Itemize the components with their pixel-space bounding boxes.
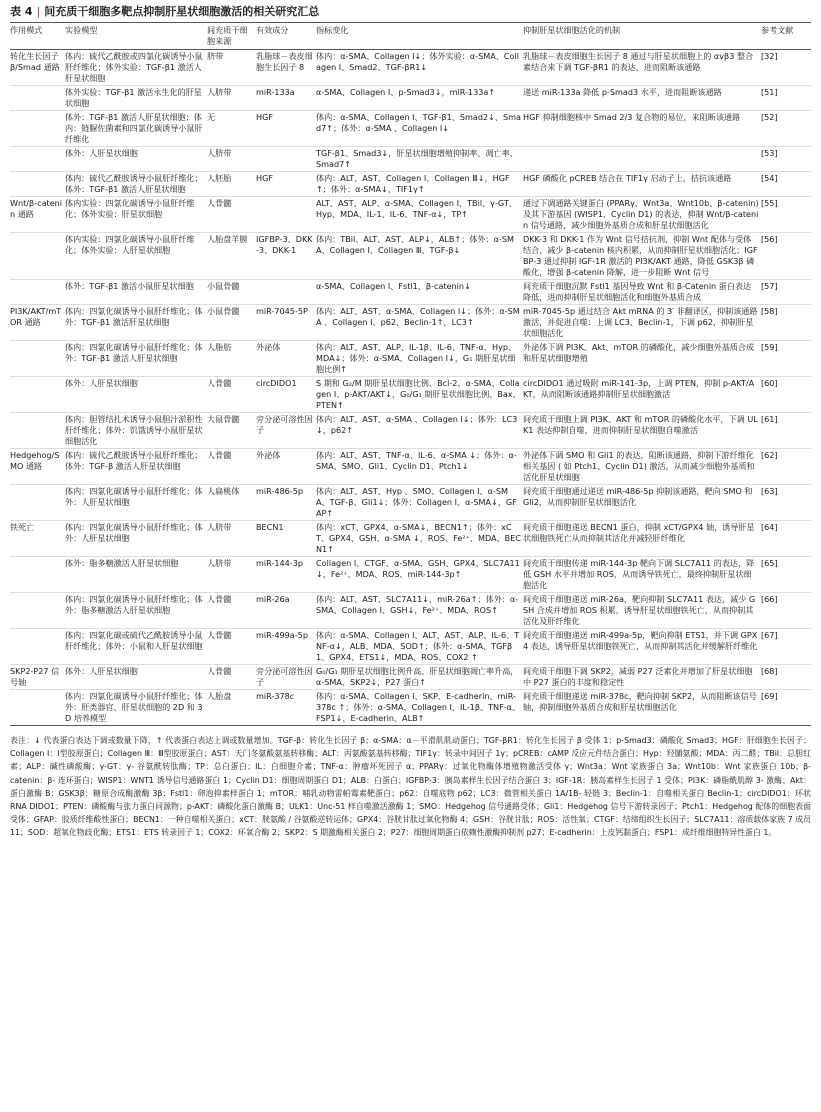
mechanism-cell: HGF 磷酸化 pCREB 结合在 TIF1γ 启动子上，拮抗该通路 (523, 172, 761, 197)
indicators-cell: α-SMA、Collagen Ⅰ、p-Smad3↓，miR-133a↑ (316, 86, 523, 111)
component-cell: 旁分泌可溶性因子 (256, 665, 316, 690)
table-row (10, 280, 811, 305)
mechanism-cell: DKK-3 和 DKK-1 作为 Wnt 信号拮抗剂，抑制 Wnt 配体与受体结合，减少 β-catenin 核内积累，从而抑制肝星状细胞活化；IGFBP-3 通过抑制 IGF-1R 激活的 PI3K/AKT 通路，降低 GSK3β 磷酸化，增强 β-catenin 降解，进一步阻断 Wnt 信号 (523, 233, 761, 280)
mechanism-cell: circDIDO1 通过吸附 miR-141-3p，上调 PTEN，抑制 p-AKT/AKT，从而阻断该通路抑制肝星状细胞激活 (523, 377, 761, 413)
model-cell: 体内：四氯化碳诱导小鼠肝纤维化；体外：人肝星状细胞 (65, 485, 207, 521)
model-cell: 体内：硫代乙酰胺或四氯化碳诱导小鼠肝纤维化；体外实验：TGF-β1 激活人肝星状细胞 (65, 51, 203, 83)
model-cell: 体外：脂多糖激活人肝星状细胞 (65, 557, 207, 593)
component-cell: 外泌体 (256, 341, 316, 377)
model-cell: 体内：硫代乙酰胺诱导小鼠肝纤维化；体外：TGF-β 激活人肝星状细胞 (65, 449, 207, 485)
indicators-cell: TGF-β1、Smad3↓，肝星状细胞增殖抑制率、凋亡率、Smad7↑ (316, 147, 523, 172)
reference-cell: [66] (761, 593, 811, 629)
table-row (10, 111, 811, 147)
reference-cell: [57] (761, 280, 811, 305)
component-cell: 旁分泌可溶性因子 (256, 413, 316, 449)
component-cell (256, 280, 316, 305)
component-cell: miR-499a-5p (256, 629, 316, 665)
mode-cell (10, 147, 65, 172)
mechanism-cell: miR-7045-5p 通过结合 Akt mRNA 的 3′ 非翻译区，抑制该通路激活，并促进自噬：上调 LC3、Beclin-1，下调 p62，抑制肝星状细胞活化 (523, 305, 761, 341)
indicators-cell: 体内：ALT、AST、α-SMA 、Collagen Ⅰ↓；体外：LC3↓，p62↑ (316, 413, 523, 449)
component-cell: miR-486-5p (256, 485, 316, 521)
source-cell: 人脐带 (207, 86, 256, 111)
component-cell: miR-378c (256, 690, 316, 726)
table-row (10, 413, 811, 449)
mode-cell (10, 86, 65, 111)
reference-cell: [64] (761, 521, 811, 557)
indicators-cell: 体内：α-SMA、Collagen Ⅰ、SKP、E-cadherin、miR-378c ↑；体外：α-SMA、Collagen Ⅰ、IL-1β、TNF-α、FSP1↓，E-cadherin、ALB↑ (316, 690, 523, 726)
mode-cell (10, 629, 65, 665)
source-cell: 大鼠骨髓 (207, 413, 256, 449)
indicators-cell: 体内：ALT、AST、SLC7A11↓，miR-26a↑；体外：α-SMA、Collagen Ⅰ、GSH↓，Fe²⁺、MDA、ROS↑ (316, 593, 523, 629)
model-cell: 体外：TGF-β1 激活小鼠肝星状细胞 (65, 280, 207, 305)
source-cell: 人骨髓 (207, 593, 256, 629)
source-cell: 人骨髓 (207, 197, 256, 233)
header-component: 有效成分 (256, 23, 316, 50)
component-cell: IGFBP-3、DKK-3、DKK-1 (256, 233, 316, 280)
source-cell: 人骨髓 (207, 449, 256, 485)
component-cell: HGF (256, 172, 316, 197)
mechanism-cell: 间充质干细胞递送 miR-378c，靶向抑制 SKP2，从而阻断该信号轴，抑制细胞外基质合成和肝星状细胞活化 (523, 690, 761, 726)
indicators-cell: Collagen Ⅰ、CTGF、α-SMA、GSH、GPX4、SLC7A11↓，Fe²⁺、MDA、ROS、miR-144-3p↑ (316, 557, 523, 593)
source-cell: 人扁桃体 (207, 485, 256, 521)
mode-cell: Wnt/β-catenin 通路 (10, 197, 65, 233)
mode-cell (10, 111, 65, 147)
indicators-cell: 体内：ALT、AST、Collagen Ⅰ、Collagen Ⅲ↓，HGF↑；体外：α-SMA↓，TIF1γ↑ (316, 172, 523, 197)
mode-cell: 转化生长因子β/Smad 通路 (10, 51, 60, 72)
mechanism-cell: 递送 miR-133a 降低 p-Smad3 水平，进而阻断该通路 (523, 86, 761, 111)
table-row (10, 50, 811, 86)
component-cell: miR-133a (256, 86, 316, 111)
model-cell: 体内实验：四氯化碳诱导小鼠肝纤维化；体外实验：肝星状细胞 (65, 197, 207, 233)
reference-cell: [59] (761, 341, 811, 377)
source-cell: 人骨髓 (207, 377, 256, 413)
model-cell: 体内：四氯化碳诱导小鼠肝纤维化；体外：人肝星状细胞 (65, 521, 207, 557)
mechanism-cell: HGF 抑制细胞核中 Smad 2/3 复合物的易位，来阻断该通路 (523, 111, 761, 147)
indicators-cell: 体内：TBil、ALT、AST、ALP↓，ALB↑；体外：α-SMA、Collagen Ⅰ、Collagen Ⅲ、TGF-β↓ (316, 233, 523, 280)
model-cell: 体外：TGF-β1 激活人肝星状细胞；体内：链脲佐菌素和四氯化碳诱导小鼠肝纤维化 (65, 111, 207, 147)
model-cell: 体内：四氯化碳诱导小鼠肝纤维化；体外：TGF-β1 激活人肝星状细胞 (65, 341, 207, 377)
research-summary-table (10, 23, 811, 726)
table-row (10, 341, 811, 377)
mode-cell (10, 593, 65, 629)
table-row (10, 233, 811, 280)
table-row (10, 521, 811, 557)
indicators-cell: 体内：ALT、AST、ALP、IL-1β、IL-6、TNF-α、Hyp、MDA↓；体外：α-SMA、Collagen Ⅰ↓，G₁ 期肝星状细胞比例↑ (316, 341, 523, 377)
source-cell: 脐带 (207, 51, 224, 61)
mechanism-cell: 间充质干细胞沉默 Fstl1 基因导致 Wnt 和 β-Catenin 蛋白表达降低，进而抑制肝星状细胞活化和细胞外基质合成 (523, 280, 761, 305)
reference-cell: [65] (761, 557, 811, 593)
mechanism-cell: 间充质干细胞下调 SKP2，减弱 P27 泛素化并增加了肝星状细胞中 P27 蛋白的丰度和稳定性 (523, 665, 761, 690)
mechanism-cell: 间充质干细胞传递 miR-144-3p 靶向下调 SLC7A11 的表达，降低 GSH 水平并增加 ROS，从而诱导铁死亡，最终抑制肝星状细胞活化 (523, 557, 761, 593)
reference-cell: [58] (761, 305, 811, 341)
indicators-cell: 体内：ALT、AST、Hyp 、SMO、Collagen Ⅰ、α-SMA、TGF-β、Gli1↓；体外：Collagen Ⅰ、α-SMA↓，GFAP↑ (316, 485, 523, 521)
source-cell: 人胎盘羊膜 (207, 233, 256, 280)
reference-cell: [51] (761, 86, 811, 111)
model-cell: 体外实验：TGF-β1 激活永生化的肝星状细胞 (65, 86, 207, 111)
source-cell: 人脐带 (207, 521, 256, 557)
table-notes: 表注：↓ 代表蛋白表达下调或数量下降，↑ 代表蛋白表达上调或数量增加。TGF-β：转化生长因子 β；α-SMA：α－平滑肌肌动蛋白；TGF-βR1：转化生长因子 β 受体 1；p-Smad3：磷酸化 Smad3；HGF：肝细胞生长因子；Collagen Ⅰ：Ⅰ型胶原蛋白；Collagen Ⅲ：Ⅲ型胶原蛋白；AST：天门冬氨酸氨基转移酶；ALT：丙氨酸氨基转移酶；TIF1γ：转录中间因子 1γ；pCREB：cAMP 反应元件结合蛋白；Hyp：羟脯氨酸；MDA：丙二醛；TBil：总胆红素；ALP：碱性磷酸酶；γ-GT：γ- 谷氨酰转肽酶；TP：总白蛋白；IL：白细胞介素；TNF-α：肿瘤坏死因子 α；PPARγ：过氧化物酶体增殖物激活受体 γ；Wnt3a：Wnt 家族蛋白 3a；Wnt10b：Wnt 家族蛋白 10b；β-catenin：β- 连环蛋白；WISP1：WNT1 诱导信号通路蛋白 1；Cyclin D1：细胞周期蛋白 D1；ALB：白蛋白；IGFBP-3：胰岛素样生长因子结合蛋白 3；IGF-1R：胰岛素样生长因子 1 受体；PI3K：磷脂酰肌醇 3- 激酶；Akt：蛋白激酶 B；GSK3β：糖原合成酶激酶 3β；Fstl1：卵泡抑素样蛋白 1；mTOR：哺乳动物雷帕霉素靶蛋白；p62：自噬底物 p62；LC3：微管相关蛋白 1A/1B- 轻链 3；Beclin-1：自噬相关蛋白 Beclin-1；circDIDO1：环状 RNA DIDO1；PTEN：磷酸酶与张力蛋白同源物；p-AKT：磷酸化蛋白激酶 B；ULK1：Unc-51 样自噬激活激酶 1；SMO：Hedgehog 信号通路受体；Gli1：Hedgehog 信号下游转录因子；Ptch1：Hedgehog 配体的细胞表面受体；GFAP：胶质纤维酸性蛋白；BECN1：一种自噬相关蛋白；xCT：胱氨酸 / 谷氨酸逆转运体；GPX4：谷胱甘肽过氧化物酶 4；GSH：谷胱甘肽；ROS：活性氧；CTGF：结缔组织生长因子；SLC7A11：溶质载体家族 7 成员 11；SOD：超氧化物歧化酶；ETS1：ETS 转录因子 1；COX2：环氧合酶 2；SKP2：S 期激酶相关蛋白 2；P27：细胞周期蛋白依赖性激酶抑制剂 p27；E-cadherin：上皮钙黏蛋白；FSP1：成纤维细胞特异性蛋白 1。 (10, 736, 811, 838)
component-cell: miR-7045-5P (256, 305, 316, 341)
source-cell: 人骨髓 (207, 665, 256, 690)
header-indicators: 指标变化 (316, 23, 523, 50)
source-cell: 无 (207, 111, 256, 147)
mechanism-cell: 间充质干细胞递送 BECN1 蛋白，抑制 xCT/GPX4 轴，诱导肝星状细胞铁死亡从而抑制其活化并减轻肝纤维化 (523, 521, 761, 557)
model-cell: 体内：四氯化碳或硫代乙酰胺诱导小鼠肝纤维化；体外：小鼠和人肝星状细胞 (65, 629, 207, 665)
table-row (10, 86, 811, 111)
model-cell: 体内：硫代乙酰胺诱导小鼠肝纤维化；体外：TGF-β1 激活人肝星状细胞 (65, 172, 207, 197)
source-cell: 人脐带 (207, 557, 256, 593)
reference-cell: [55] (761, 197, 811, 233)
component-cell (256, 147, 316, 172)
table-row (10, 305, 811, 341)
mechanism-cell: 间充质干细胞通过递送 miR-486-5p 抑制该通路，靶向 SMO 和 Gli2，从而抑制肝星状细胞活化 (523, 485, 761, 521)
mode-cell: SKP2-P27 信号轴 (10, 665, 65, 690)
component-cell: circDIDO1 (256, 377, 316, 413)
component-cell: miR-26a (256, 593, 316, 629)
mechanism-cell: 间充质干细胞递送 miR-26a，靶向抑制 SLC7A11 表达，减少 GSH 合成并增加 ROS 积累，诱导肝星状细胞铁死亡，从而抑制其活化及肝纤维化 (523, 593, 761, 629)
source-cell: 小鼠骨髓 (207, 280, 256, 305)
mechanism-cell: 乳脂球－表皮细胞生长因子 8 通过与肝星状细胞上的 αvβ3 整合素结合来下调 TGF-βR1 的表达，进而阻断该通路 (523, 51, 754, 72)
mode-cell (10, 485, 65, 521)
reference-cell: [69] (761, 690, 811, 726)
component-cell: 乳脂球－表皮细胞生长因子 8 (256, 51, 313, 72)
reference-cell: [32] (761, 51, 778, 61)
table-number: 表 4 (10, 5, 33, 18)
table-row (10, 690, 811, 726)
table-row (10, 629, 811, 665)
mode-cell: 铁死亡 (10, 521, 65, 557)
table-title (10, 4, 811, 23)
indicators-cell: 体内：ALT、AST、TNF-α、IL-6、α-SMA ↓；体外：α-SMA、SMO、Gli1、Cyclin D1、Ptch1↓ (316, 449, 523, 485)
mode-cell: PI3K/AKT/mTOR 通路 (10, 305, 65, 341)
mode-cell (10, 341, 65, 377)
reference-cell: [63] (761, 485, 811, 521)
header-model: 实验模型 (65, 23, 207, 50)
model-cell: 体内：四氯化碳诱导小鼠肝纤维化；体外：TGF-β1 激活肝星状细胞 (65, 305, 207, 341)
source-cell: 人胚胎 (207, 172, 256, 197)
mode-cell (10, 233, 65, 280)
table-row (10, 485, 811, 521)
mechanism-cell (523, 147, 761, 172)
model-cell: 体外：人肝星状细胞 (65, 377, 207, 413)
mode-cell (10, 557, 65, 593)
header-reference: 参考文献 (761, 23, 811, 50)
model-cell: 体内：四氯化碳诱导小鼠肝纤维化；体外：肝类器官、肝星状细胞的 2D 和 3D 培养模型 (65, 690, 207, 726)
table-row (10, 557, 811, 593)
source-cell: 人骨髓 (207, 629, 256, 665)
mode-cell (10, 413, 65, 449)
indicators-cell: α-SMA、Collagen Ⅰ、Fstl1、β-catenin↓ (316, 280, 523, 305)
reference-cell: [60] (761, 377, 811, 413)
reference-cell: [67] (761, 629, 811, 665)
model-cell: 体内实验：四氯化碳诱导小鼠肝纤维化；体外实验：人肝星状细胞 (65, 233, 207, 280)
reference-cell: [62] (761, 449, 811, 485)
reference-cell: [52] (761, 111, 811, 147)
mode-cell (10, 172, 65, 197)
header-mechanism: 抑制肝星状细胞活化的机制 (523, 23, 761, 50)
component-cell: miR-144-3p (256, 557, 316, 593)
indicators-cell: 体内：xCT、GPX4、α-SMA↓，BECN1↑；体外：xCT、GPX4、GSH、α-SMA ↓，ROS、Fe²⁺、MDA、BECN1↑ (316, 521, 523, 557)
source-cell: 人脐带 (207, 147, 256, 172)
header-mode: 作用模式 (10, 23, 65, 50)
header-row (10, 23, 811, 50)
mode-cell (10, 280, 65, 305)
table-row (10, 665, 811, 690)
table-caption: 间充质干细胞多靶点抑制肝星状细胞激活的相关研究汇总 (44, 5, 320, 18)
header-source: 间充质干细胞来源 (207, 23, 256, 50)
source-cell: 小鼠骨髓 (207, 305, 256, 341)
source-cell: 人脂肪 (207, 341, 256, 377)
table-row (10, 377, 811, 413)
table-row (10, 593, 811, 629)
mode-cell: Hedgehog/SMO 通路 (10, 449, 65, 485)
reference-cell: [68] (761, 665, 811, 690)
indicators-cell: S 期和 G₂/M 期肝星状细胞比例、Bcl-2、α-SMA、Collagen Ⅰ、p-AKT/AKT↓，G₀/G₁ 期肝星状细胞比例、Bax、PTEN↑ (316, 377, 523, 413)
reference-cell: [54] (761, 172, 811, 197)
source-cell: 人胎盘 (207, 690, 256, 726)
table-body (10, 50, 811, 726)
component-cell (256, 197, 316, 233)
table-row (10, 197, 811, 233)
component-cell: 外泌体 (256, 449, 316, 485)
indicators-cell: G₀/G₁ 期肝星状细胞比例升高、肝星状细胞凋亡率升高，α-SMA、SKP2↓，P27 蛋白↑ (316, 665, 523, 690)
mechanism-cell: 外泌体下调 SMO 和 Gli1 的表达，阻断该通路，抑制下游纤维化相关基因 ( 如 Ptch1、Cyclin D1) 激活，从而减少细胞外基质和活化肝星状细胞 (523, 449, 761, 485)
component-cell: HGF (256, 111, 316, 147)
mechanism-cell: 外泌体下调 PI3K、Akt、mTOR 的磷酸化，减少细胞外基质合成和肝星状细胞增殖 (523, 341, 761, 377)
mode-cell (10, 690, 65, 726)
indicators-cell: 体内：ALT、AST、α-SMA、Collagen Ⅰ↓；体外：α-SMA 、Collagen Ⅰ、p62、Beclin-1↑，LC3↑ (316, 305, 523, 341)
table-row (10, 172, 811, 197)
mechanism-cell: 间充质干细胞递送 miR-499a-5p，靶向抑制 ETS1，并下调 GPX4 表达，诱导肝星状细胞铁死亡，从而抑制其活化并缓解肝纤维化 (523, 629, 761, 665)
reference-cell: [61] (761, 413, 811, 449)
title-separator: | (36, 5, 41, 18)
model-cell: 体外：人肝星状细胞 (65, 147, 207, 172)
table-row (10, 449, 811, 485)
indicators-cell: 体内：α-SMA、Collagen Ⅰ、TGF-β1、Smad2↓、Smad7↑；体外：α-SMA 、Collagen Ⅰ↓ (316, 111, 523, 147)
model-cell: 体内：四氯化碳诱导小鼠肝纤维化；体外：脂多糖激活人肝星状细胞 (65, 593, 207, 629)
mechanism-cell: 通过下调通路关键蛋白 (PPARγ、Wnt3a、Wnt10b、β-catenin) 及其下游基因 (WISP1、Cyclin D1) 的表达，抑制 Wnt/β-catenin 信号通路，减少细胞外基质合成和肝星状细胞活化 (523, 197, 761, 233)
model-cell: 体外：人肝星状细胞 (65, 665, 207, 690)
indicators-cell: 体内：α-SMA、Collagen Ⅰ↓；体外实验：α-SMA、Collagen Ⅰ、Smad2、TGF-βR1↓ (316, 51, 520, 72)
reference-cell: [56] (761, 233, 811, 280)
indicators-cell: ALT、AST、ALP、α-SMA、Collagen Ⅰ、TBil、γ-GT、Hyp、MDA、IL-1、IL-6、TNF-α↓，TP↑ (316, 197, 523, 233)
component-cell: BECN1 (256, 521, 316, 557)
indicators-cell: 体内：α-SMA、Collagen Ⅰ、ALT、AST、ALP、IL-6、TNF-α↓，ALB、MDA、SOD↑；体外：α-SMA、TGFβ1、GPX4、ETS1↓，MDA、ROS、COX2 ↑ (316, 629, 523, 665)
table-row (10, 147, 811, 172)
mode-cell (10, 377, 65, 413)
model-cell: 体内：胆管结扎术诱导小鼠胆汁淤积性肝纤维化；体外：饥饿诱导小鼠肝星状细胞活化 (65, 413, 207, 449)
mechanism-cell: 间充质干细胞上调 PI3K、AKT 和 mTOR 的磷酸化水平，下调 ULK1 表达抑制自噬，进而抑制肝星状细胞自噬激活 (523, 413, 761, 449)
reference-cell: [53] (761, 147, 811, 172)
